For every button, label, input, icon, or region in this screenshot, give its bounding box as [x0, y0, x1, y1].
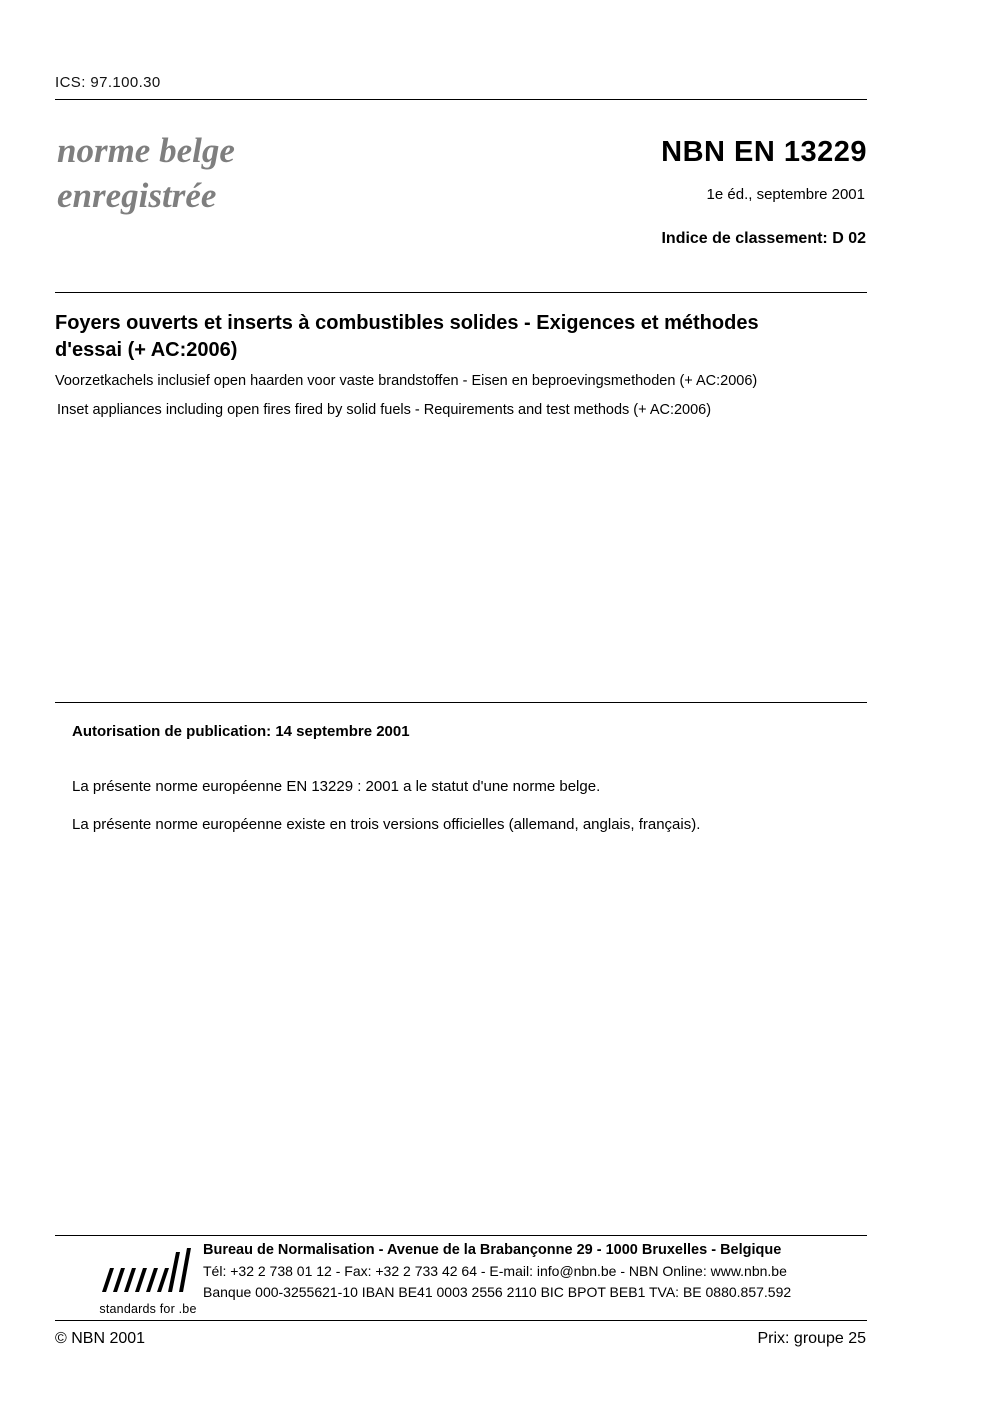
nbn-logo — [88, 1248, 208, 1316]
copyright-notice: © NBN 2001 — [55, 1330, 146, 1347]
body-paragraph-2: La présente norme européenne existe en trois versions officielles (allemand, anglais, français). — [72, 816, 701, 833]
masthead-line-2: enregistrée — [57, 176, 217, 215]
footer-bank: Banque 000-3255621-10 IBAN BE41 0003 2556 2110 BIC BPOT BEB1 TVA: BE 0880.857.592 — [203, 1284, 792, 1300]
masthead — [57, 128, 235, 218]
nbn-logo-icon — [100, 1248, 196, 1293]
divider-footer — [55, 1235, 867, 1236]
logo-caption: standards for .be — [99, 1302, 197, 1316]
divider-bottom — [55, 1320, 867, 1321]
footer-contact: Tél: +32 2 738 01 12 - Fax: +32 2 733 42 64 - E-mail: info@nbn.be - NBN Online: www.nbn.be — [203, 1263, 787, 1279]
divider-title — [55, 292, 867, 293]
divider-top — [55, 99, 867, 100]
title-french: Foyers ouverts et inserts à combustibles solides - Exigences et méthodes d'essai (+ AC:2006) — [55, 312, 759, 361]
masthead-line-1: norme belge — [57, 131, 235, 170]
page-content — [55, 0, 867, 1403]
body-paragraph-1: La présente norme européenne EN 13229 : 2001 a le statut d'une norme belge. — [72, 778, 601, 795]
publication-authorisation: Autorisation de publication: 14 septembre 2001 — [72, 723, 410, 740]
price-group: Prix: groupe 25 — [757, 1330, 866, 1347]
standard-edition: 1e éd., septembre 2001 — [706, 186, 865, 203]
title-english: Inset appliances including open fires fired by solid fuels - Requirements and test methods (+ AC:2006) — [57, 402, 712, 418]
footer-address: Bureau de Normalisation - Avenue de la Brabançonne 29 - 1000 Bruxelles - Belgique — [203, 1242, 782, 1258]
title-dutch: Voorzetkachels inclusief open haarden voor vaste brandstoffen - Eisen en beproevingsmethoden (+ AC:2006) — [55, 373, 758, 389]
ics-code: ICS: 97.100.30 — [55, 74, 161, 91]
classification-index: Indice de classement: D 02 — [661, 230, 866, 247]
standard-number: NBN EN 13229 — [661, 136, 867, 168]
footer-contact-block — [203, 1240, 873, 1303]
divider-body — [55, 702, 867, 703]
